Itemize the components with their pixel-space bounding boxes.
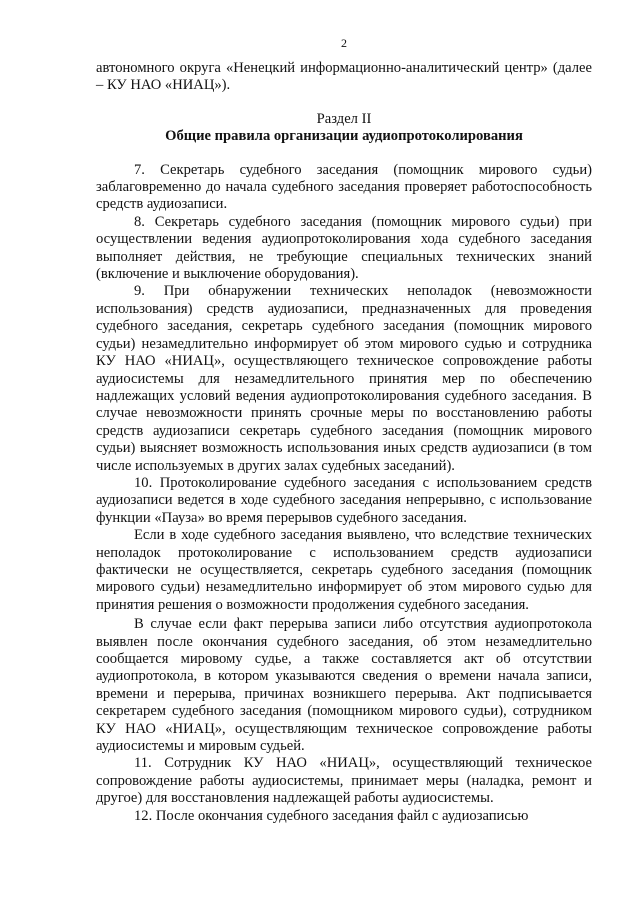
- intro-paragraph-tail: автономного округа «Ненецкий информационно-аналитический центр» (далее – КУ НАО «НИАЦ»).: [96, 60, 592, 94]
- paragraph-10-subclause-1: Если в ходе судебного заседания выявлено, что вследствие технических неполадок протоколирование с использованием средств аудиозаписи фактически не осуществляется, секретарь судебного заседания (помощник мирового судьи) незамедлительно информирует об этом мирового судью для принятия решения о возможности продолжения судебного заседания.: [96, 527, 592, 613]
- paragraph-9: 9. При обнаружении технических неполадок (невозможности использования) средств аудиозаписи, предназначенных для проведения судебного заседания, секретарь судебного заседания (помощник мирового судьи) незамедлительно информирует об этом мирового судью и сотрудника КУ НАО «НИАЦ», осуществляющего техническое сопровождение работы аудиосистемы для незамедлительного принятия мер по обеспечению надлежащих условий ведения аудиопротоколирования судебного заседания. В случае невозможности принять срочные меры по восстановлению работы средств аудиозаписи секретарь судебного заседания (помощник мирового судьи) выясняет возможность использования иных средств аудиозаписи (в том числе используемых в других залах судебных заседаний).: [96, 283, 592, 474]
- paragraph-8: 8. Секретарь судебного заседания (помощник мирового судьи) при осуществлении ведения аудиопротоколирования хода судебного заседания выполняет действия, не требующие специальных технических знаний (включение и выключение оборудования).: [96, 213, 592, 283]
- document-page: [96, 36, 592, 825]
- section-heading: Общие правила организации аудиопротоколирования: [165, 128, 523, 145]
- paragraph-11: 11. Сотрудник КУ НАО «НИАЦ», осуществляющий техническое сопровождение работы аудиосистемы, принимает меры (наладка, ремонт и другое) для восстановления надлежащей работы аудиосистемы.: [96, 755, 592, 807]
- paragraph-10: 10. Протоколирование судебного заседания с использованием средств аудиозаписи ведется в ходе судебного заседания непрерывно, с использование функции «Пауза» во время перерывов судебного заседания.: [96, 474, 592, 526]
- page-number: 2: [341, 36, 347, 50]
- paragraph-10-subclause-2: В случае если факт перерыва записи либо отсутствия аудиопротокола выявлен после окончания судебного заседания, об этом незамедлительно сообщается мировому судье, а также составляется акт об отсутствии аудиопротокола, в котором указываются сведения о времени начала записи, времени и перерыва, причинах возникшего перерыва. Акт подписывается секретарем судебного заседания (помощником мирового судьи), сотрудником КУ НАО «НИАЦ», осуществляющим техническое сопровождение работы аудиосистемы и мировым судьей.: [96, 616, 592, 755]
- paragraph-12: 12. После окончания судебного заседания файл с аудиозаписью: [134, 807, 529, 824]
- paragraph-7: 7. Секретарь судебного заседания (помощник мирового судьи) заблаговременно до начала судебного заседания проверяет работоспособность средств аудиозаписи.: [96, 161, 592, 213]
- section-number: Раздел II: [316, 110, 372, 127]
